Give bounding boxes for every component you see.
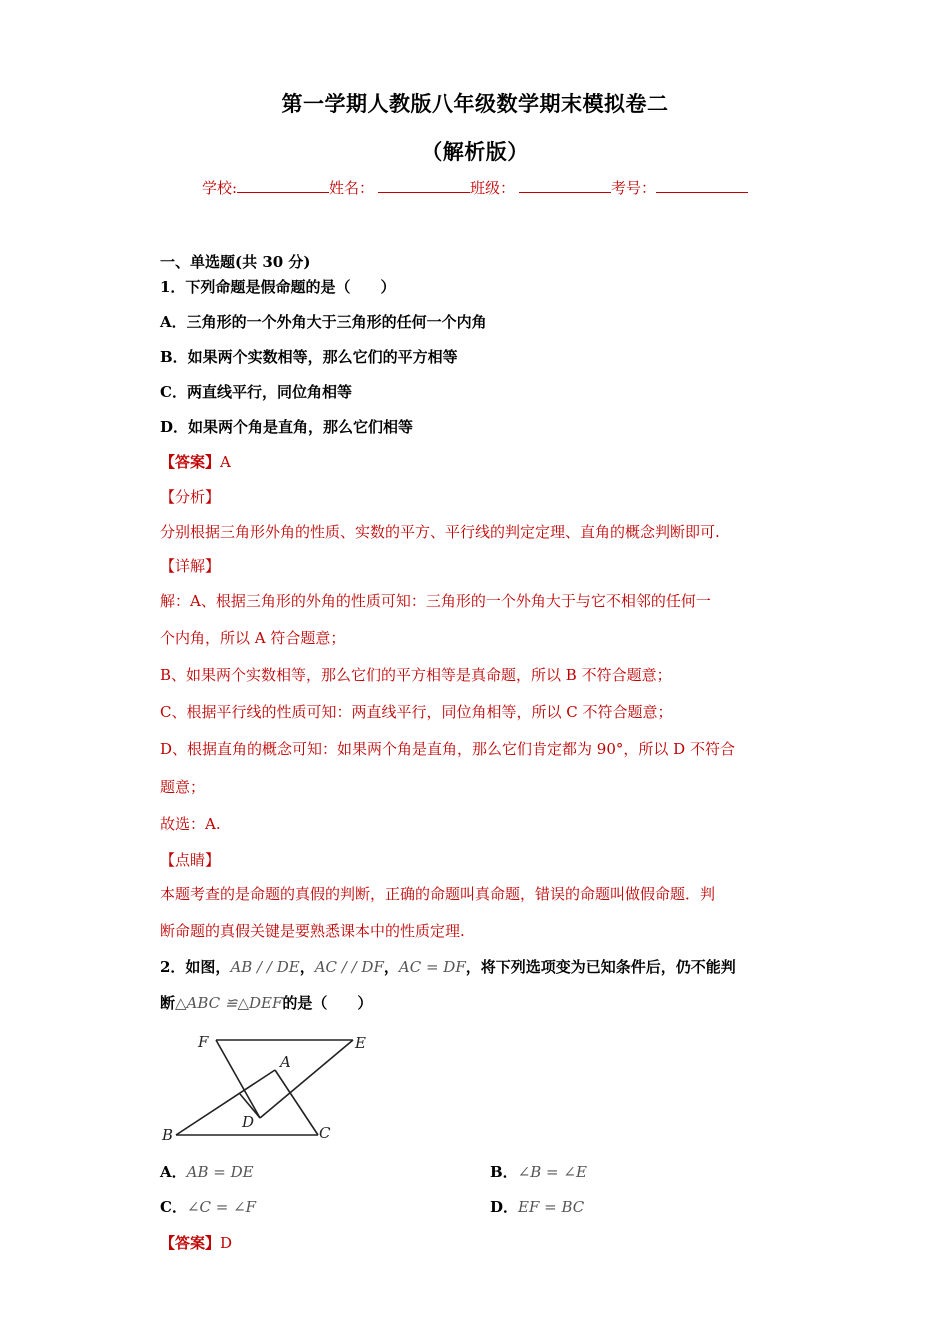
q2-answer-value: D <box>220 1234 233 1252</box>
segment-ac <box>275 1070 318 1135</box>
label-f: F <box>198 1033 209 1051</box>
q2-option-b-label: B． <box>490 1163 518 1181</box>
q2-sep-2: ， <box>383 958 399 976</box>
q2-answer-tag: 【答案】 <box>160 1234 221 1252</box>
q1-detail-line-2: 个内角，所以 A 符合题意； <box>160 629 346 647</box>
q1-detail-line-1: 解：A、根据三角形的外角的性质可知：三角形的一个外角大于与它不相邻的任何一 <box>160 592 711 610</box>
exam-no-blank[interactable] <box>656 178 748 193</box>
label-e: E <box>355 1034 366 1052</box>
q2-answer <box>160 1233 792 1253</box>
q2-option-d-math: EF = BC <box>518 1198 585 1216</box>
name-blank[interactable] <box>378 178 470 193</box>
q2-stem-line-1 <box>160 957 792 977</box>
class-blank[interactable] <box>519 178 611 193</box>
q1-detail-tag: 【详解】 <box>160 557 221 575</box>
q1-answer-tag: 【答案】 <box>160 453 221 471</box>
segment-ed <box>260 1040 353 1118</box>
q1-option-d: D．如果两个角是直角，那么它们相等 <box>160 418 414 436</box>
q2-sep-1: ， <box>299 958 315 976</box>
q1-detail-line-6: 题意； <box>160 778 206 796</box>
q2-stem-prefix: 2．如图， <box>160 958 231 976</box>
q1-comment-line-2: 断命题的真假关键是要熟悉课本中的性质定理. <box>160 922 465 940</box>
q2-option-c-math: ∠C = ∠F <box>186 1198 257 1216</box>
q2-condition-1: AB / / DE <box>230 958 300 976</box>
label-d: D <box>242 1113 255 1131</box>
school-blank[interactable] <box>237 178 329 193</box>
label-c: C <box>319 1124 331 1142</box>
q2-option-a-math: AB = DE <box>186 1163 254 1181</box>
page-title: 第一学期人教版八年级数学期末模拟卷二 <box>281 91 669 116</box>
exam-no-label: 考号： <box>611 179 657 197</box>
label-a: A <box>280 1053 291 1071</box>
q1-option-a: A．三角形的一个外角大于三角形的任何一个内角 <box>160 313 487 331</box>
q1-answer <box>160 452 792 472</box>
q1-comment-line-1: 本题考查的是命题的真假的判断，正确的命题叫真命题，错误的命题叫做假命题．判 <box>160 885 716 903</box>
q2-option-b-math: ∠B = ∠E <box>517 1163 587 1181</box>
q2-option-c-label: C． <box>160 1198 187 1216</box>
q1-comment-tag: 【点睛】 <box>160 851 221 869</box>
segment-fd <box>216 1040 260 1118</box>
q2-option-a-label: A． <box>160 1163 187 1181</box>
page-subtitle: （解析版） <box>421 139 529 164</box>
q2-condition-2: AC / / DF <box>314 958 384 976</box>
q1-option-c: C．两直线平行，同位角相等 <box>160 383 352 401</box>
q2-condition-3: AC = DF <box>398 958 466 976</box>
label-b: B <box>162 1126 174 1144</box>
q1-detail-line-3: B、如果两个实数相等，那么它们的平方相等是真命题，所以 B 不符合题意； <box>160 666 672 684</box>
q1-detail-line-5: D、根据直角的概念可知：如果两个角是直角，那么它们肯定都为 90°，所以 D 不符合 <box>160 740 735 758</box>
q1-detail-line-4: C、根据平行线的性质可知：两直线平行，同位角相等，所以 C 不符合题意； <box>160 703 673 721</box>
class-label: 班级： <box>470 179 516 197</box>
q2-option-b <box>490 1162 587 1182</box>
q1-option-b: B．如果两个实数相等，那么它们的平方相等 <box>160 348 458 366</box>
q1-answer-value: A <box>220 453 231 471</box>
q2-option-c <box>160 1197 256 1217</box>
q1-analysis: 分别根据三角形外角的性质、实数的平方、平行线的判定定理、直角的概念判断即可. <box>160 523 720 541</box>
q1-analysis-tag: 【分析】 <box>160 488 221 506</box>
name-label: 姓名： <box>329 179 375 197</box>
q1-stem: 1．下列命题是假命题的是（ ） <box>160 278 396 296</box>
segment-ba <box>176 1070 275 1135</box>
q2-option-d <box>490 1197 584 1217</box>
q2-option-a <box>160 1162 254 1182</box>
q2-stem-line2-prefix: 断 <box>160 994 176 1012</box>
q2-congruence: △ABC ≌△DEF <box>175 994 283 1012</box>
q2-geometry-figure <box>158 1030 366 1146</box>
q2-stem-mid: ，将下列选项变为已知条件后，仍不能判 <box>465 958 736 976</box>
q1-detail-line-7: 故选：A. <box>160 815 221 833</box>
school-label: 学校: <box>201 179 237 197</box>
q2-stem-suffix: 的是（ ） <box>282 994 373 1012</box>
section-heading: 一、单选题(共 30 分) <box>160 253 311 271</box>
q2-stem-line-2 <box>160 993 792 1013</box>
q2-option-d-label: D． <box>490 1198 519 1216</box>
student-info-line <box>0 177 950 198</box>
